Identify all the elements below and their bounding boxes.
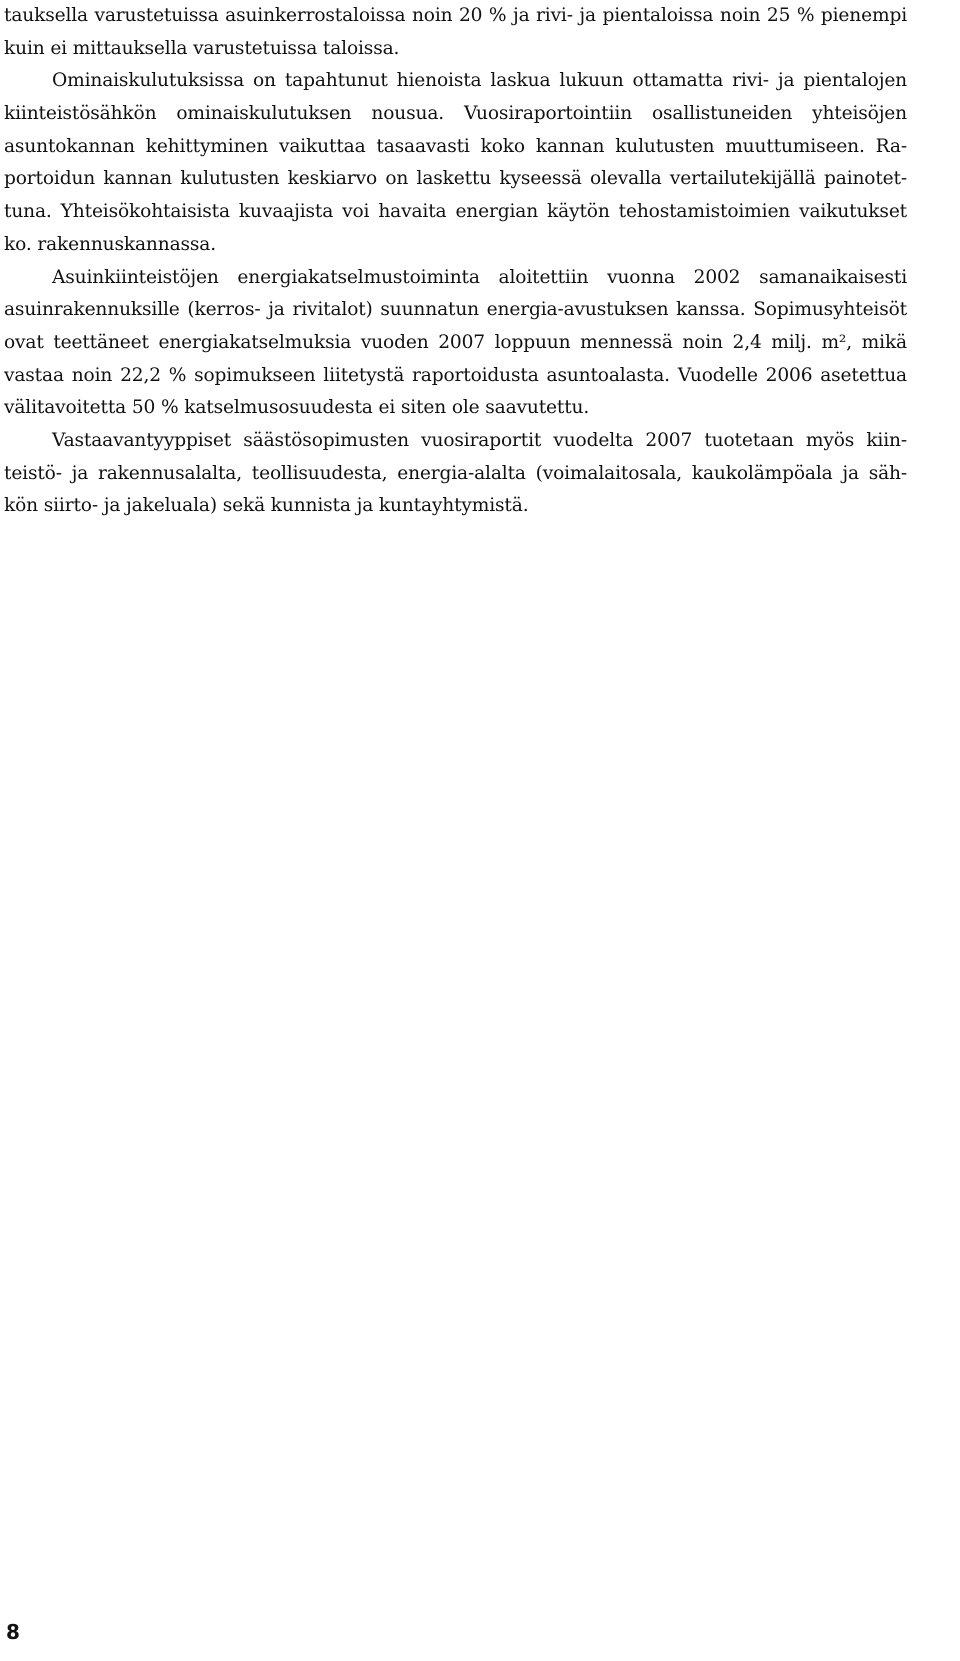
text-line: ovat teettäneet energiakatselmuksia vuoden 2007 loppuun mennessä noin 2,4 milj. m², mikä (4, 331, 907, 353)
text-line: tauksella varustetuissa asuinkerrostaloissa noin 20 % ja rivi- ja pientaloissa noin 25 % pienempi (4, 5, 907, 26)
paragraph-start-line: Ominaiskulutuksissa on tapahtunut hienoista laskua lukuun ottamatta rivi- ja pientalojen (52, 70, 907, 92)
text-line: asuntokannan kehittyminen vaikuttaa tasaavasti koko kannan kulutusten muuttumiseen. Ra- (4, 135, 907, 157)
text-line: välitavoitetta 50 % katselmusosuudesta ei siten ole saavutettu. (4, 397, 590, 419)
paragraph-start-line: Asuinkiinteistöjen energiakatselmustoiminta aloitettiin vuonna 2002 samanaikaisesti (52, 266, 907, 288)
body-text (4, 0, 907, 523)
text-line: kiinteistösähkön ominaiskulutuksen nousua. Vuosiraportointiin osallistuneiden yhteisöjen (4, 103, 907, 125)
text-line: tuna. Yhteisökohtaisista kuvaajista voi havaita energian käytön tehostamistoimien vaikutukset (4, 201, 907, 223)
text-line: vastaa noin 22,2 % sopimukseen liitetystä raportoidusta asuntoalasta. Vuodelle 2006 asetettua (4, 364, 907, 386)
paragraph-start-line: Vastaavantyyppiset säästösopimusten vuosiraportit vuodelta 2007 tuotetaan myös kiin- (52, 429, 907, 451)
text-line: asuinrakennuksille (kerros- ja rivitalot) suunnatun energia-avustuksen kanssa. Sopimusyhteisöt (4, 299, 907, 321)
text-line: teistö- ja rakennusalalta, teollisuudesta, energia-alalta (voimalaitosala, kaukolämpöala ja säh- (4, 462, 907, 484)
text-line: ko. rakennuskannassa. (4, 233, 216, 255)
text-line: portoidun kannan kulutusten keskiarvo on laskettu kyseessä olevalla vertailutekijällä painotet- (4, 168, 907, 190)
page-number: 8 (6, 1620, 20, 1644)
text-line: kön siirto- ja jakeluala) sekä kunnista ja kuntayhtymistä. (4, 495, 529, 517)
text-line: kuin ei mittauksella varustetuissa taloissa. (4, 37, 400, 59)
